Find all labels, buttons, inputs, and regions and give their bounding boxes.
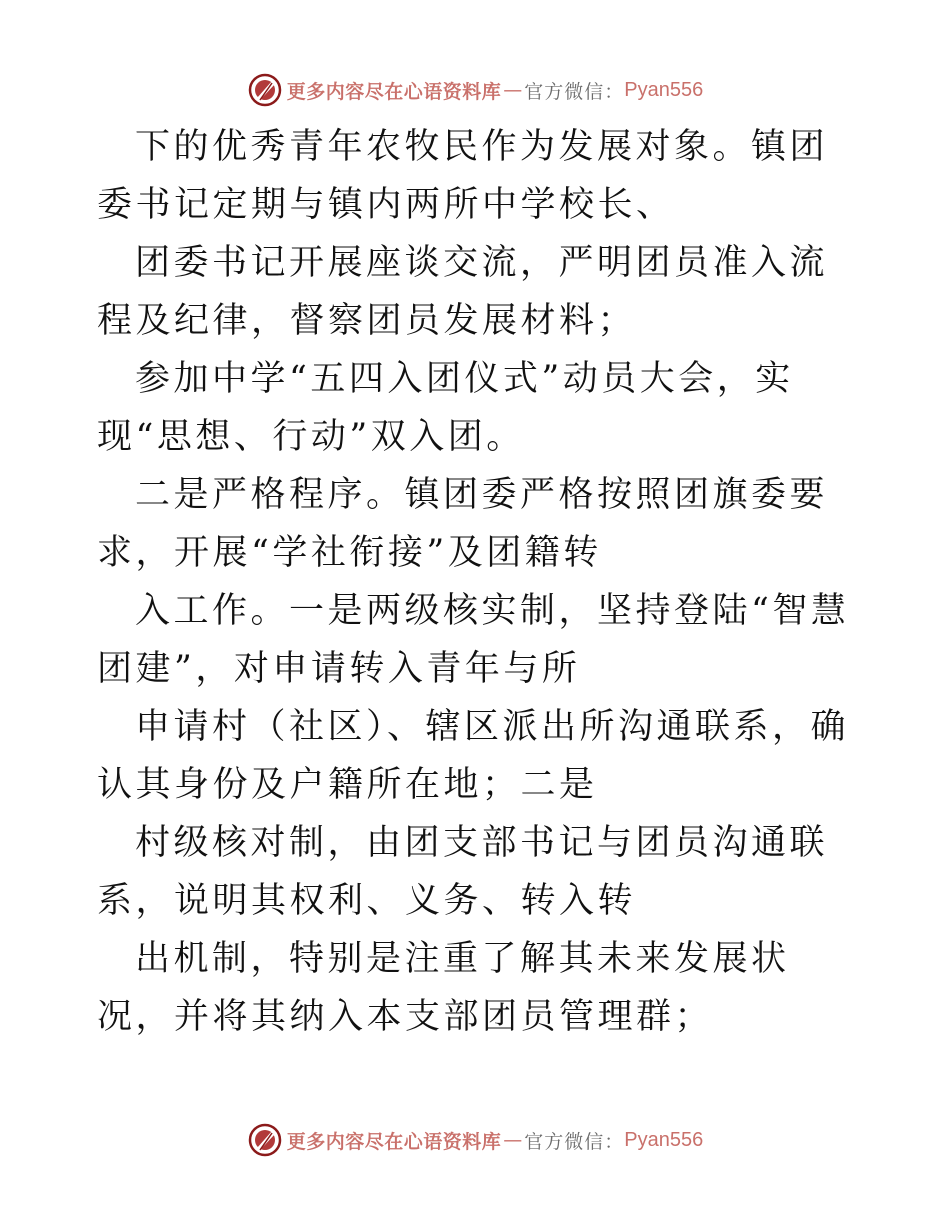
- header-banner: [0, 70, 950, 110]
- paragraph: 出机制，特别是注重了解其未来发展状况，并将其纳入本支部团员管理群；: [97, 939, 790, 1037]
- banner-separator: —: [503, 1129, 523, 1151]
- wechat-id: Pyan556: [624, 1128, 704, 1151]
- paragraph: 二是严格程序。镇团委严格按照团旗委要求，开展“学社衔接”及团籍转: [97, 475, 829, 573]
- paragraph: 申请村（社区）、辖区派出所沟通联系，确认其身份及户籍所在地；二是: [97, 707, 850, 805]
- paragraph: 入工作。一是两级核实制，坚持登陆“智慧团建”，对申请转入青年与所: [97, 591, 850, 689]
- banner-separator: —: [503, 79, 523, 101]
- paragraph: 团委书记开展座谈交流，严明团员准入流程及纪律，督察团员发展材料；: [97, 243, 829, 341]
- footer-banner: [0, 1120, 950, 1160]
- paragraph: 下的优秀青年农牧民作为发展对象。镇团委书记定期与镇内两所中学校长、: [97, 127, 829, 225]
- site-name: 更多内容尽在心语资料库: [286, 80, 502, 103]
- quill-logo-icon: [247, 1122, 283, 1158]
- site-name: 更多内容尽在心语资料库: [286, 1130, 502, 1153]
- official-wechat-label: 官方微信：: [524, 1130, 625, 1153]
- paragraph: 参加中学“五四入团仪式”动员大会，实现“思想、行动”双入团。: [97, 359, 794, 457]
- official-wechat-label: 官方微信：: [524, 80, 625, 103]
- document-body: [97, 118, 857, 1046]
- wechat-id: Pyan556: [624, 78, 704, 101]
- quill-logo-icon: [247, 72, 283, 108]
- paragraph: 村级核对制，由团支部书记与团员沟通联系，说明其权利、义务、转入转: [97, 823, 829, 921]
